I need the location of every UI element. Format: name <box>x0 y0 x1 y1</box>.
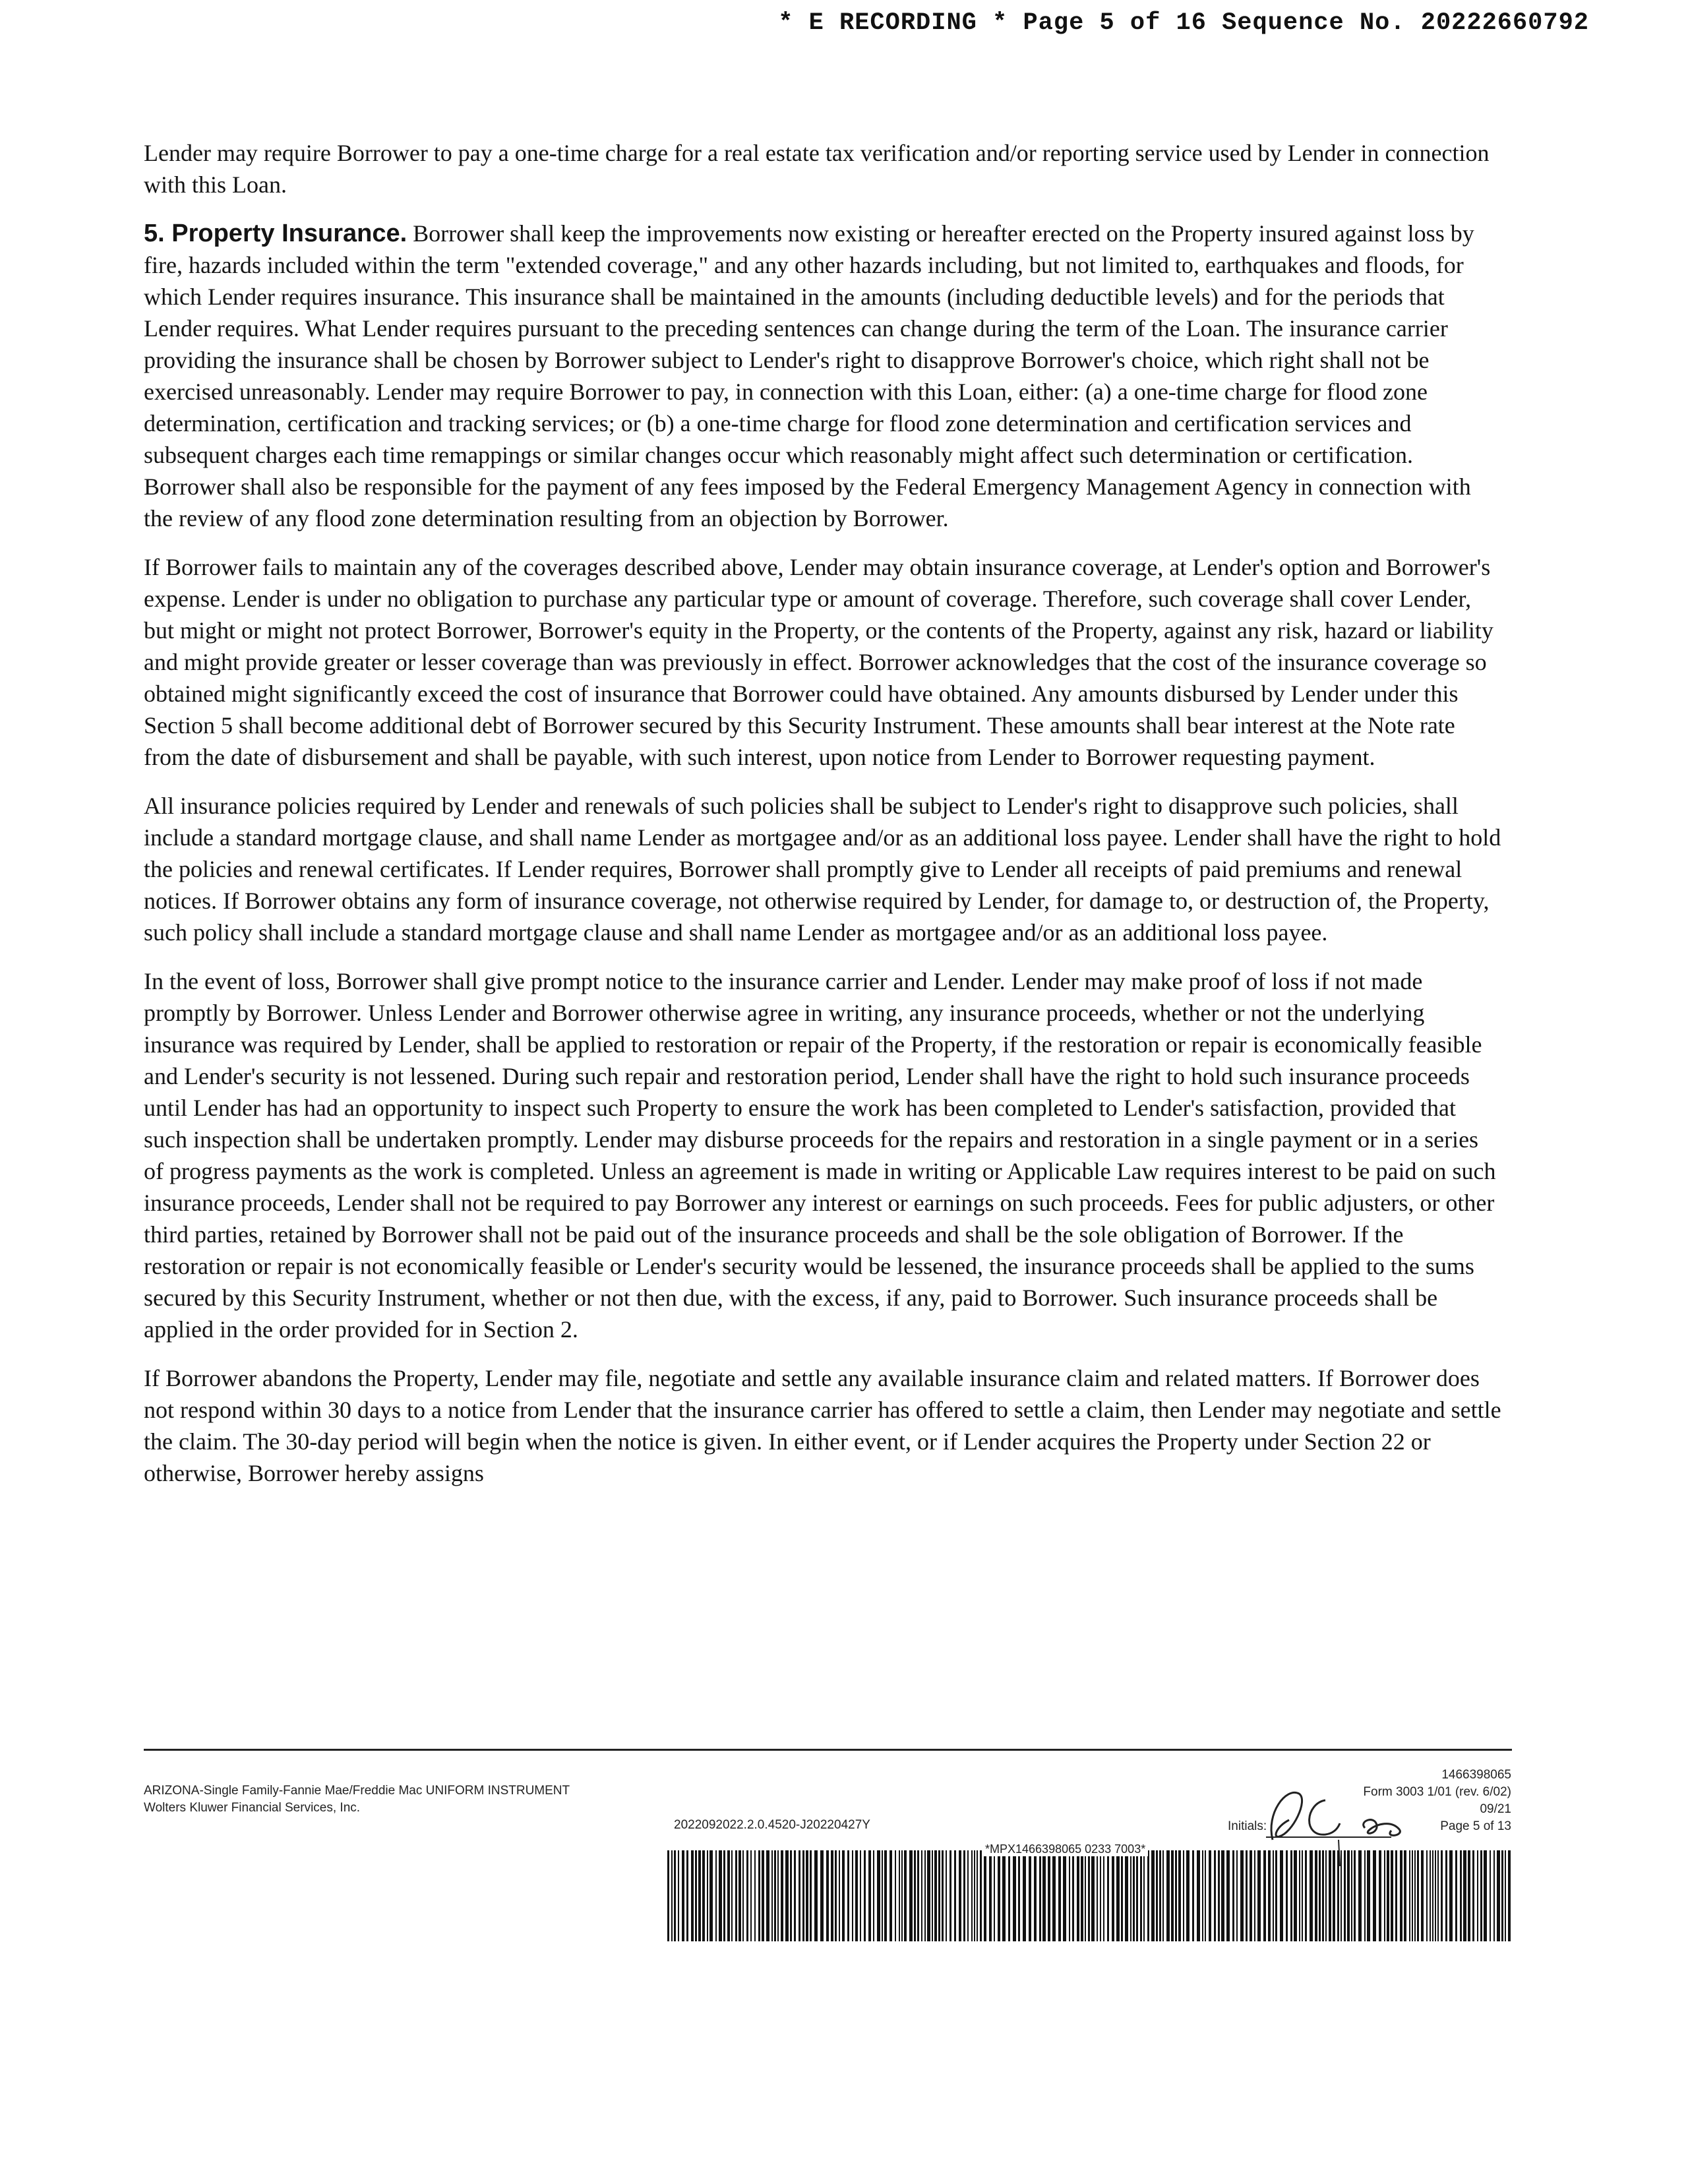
paragraph-coverage-failure: If Borrower fails to maintain any of the coverages described above, Lender may obtain insurance coverage, at Lender's option and Borrower's expense. Lender is under no obligation to purchase any particular type or amount of coverage. Therefore, such coverage shall cover Lender, but might or might not protect Borrower, Borrower's equity in the Property, or the contents of the Property, against any risk, hazard or liability and might provide greater or lesser coverage than was previously in effect. Borrower acknowledges that the cost of the insurance coverage so obtained might significantly exceed the cost of insurance that Borrower could have obtained. Any amounts disbursed by Lender under this Section 5 shall become additional debt of Borrower secured by this Security Instrument. These amounts shall bear interest at the Note rate from the date of disbursement and shall be payable, with such interest, upon notice from Lender to Borrower requesting payment. <box>144 554 1493 770</box>
footer-publisher: Wolters Kluwer Financial Services, Inc. <box>144 1801 361 1815</box>
recording-header: * E RECORDING * Page 5 of 16 Sequence No. 20222660792 <box>778 9 1589 37</box>
paragraph-tax-verification: Lender may require Borrower to pay a one-time charge for a real estate tax verification and/or reporting service used by Lender in connection with this Loan. <box>144 140 1490 198</box>
document-body <box>144 137 1502 1506</box>
section-5-paragraph <box>144 218 1502 534</box>
paragraph-policies: All insurance policies required by Lender and renewals of such policies shall be subject to Lender's right to disapprove such policies, shall include a standard mortgage clause, and shall name Lender as mortgagee and/or as an additional loss payee. Lender shall have the right to hold the policies and renewal certificates. If Lender requires, Borrower shall promptly give to Lender all receipts of paid premiums and renewal notices. If Borrower obtains any form of insurance coverage, not otherwise required by Lender, for damage to, or destruction of, the Property, such policy shall include a standard mortgage clause and shall name Lender as mortgagee and/or as an additional loss payee. <box>144 793 1501 946</box>
barcode-caption: *MPX1466398065 0233 7003* <box>982 1842 1148 1856</box>
footer-form-number: Form 3003 1/01 (rev. 6/02) <box>1363 1785 1511 1799</box>
paragraph-event-of-loss: In the event of loss, Borrower shall give prompt notice to the insurance carrier and Lender. Lender may make proof of loss if not made promptly by Borrower. Unless Lender and Borrower otherwise agree in writing, any insurance proceeds, whether or not the underlying insurance was required by Lender, shall be applied to restoration or repair of the Property, if the restoration or repair is economically feasible and Lender's security is not lessened. During such repair and restoration period, Lender shall have the right to hold such insurance proceeds until Lender has had an opportunity to inspect such Property to ensure the work has been completed to Lender's satisfaction, provided that such inspection shall be undertaken promptly. Lender may disburse proceeds for the repairs and restoration in a single payment or in a series of progress payments as the work is completed. Unless an agreement is made in writing or Applicable Law requires interest to be paid on such insurance proceeds, Lender shall not be required to pay Borrower any interest or earnings on such proceeds. Fees for public adjusters, or other third parties, retained by Borrower shall not be paid out of the insurance proceeds and shall be the sole obligation of Borrower. If the restoration or repair is not economically feasible or Lender's security would be lessened, the insurance proceeds shall be applied to the sums secured by this Security Instrument, whether or not then due, with the excess, if any, paid to Borrower. Such insurance proceeds shall be applied in the order provided for in Section 2. <box>144 968 1496 1343</box>
footer-loan-number: 1466398065 <box>1441 1768 1511 1782</box>
footer-initials-label: Initials: <box>1228 1819 1267 1833</box>
footer-divider <box>144 1749 1512 1751</box>
section-5-heading: 5. Property Insurance. <box>144 220 407 247</box>
section-5-text: Borrower shall keep the improvements now existing or hereafter erected on the Property insured against loss by fire, hazards included within the term "extended coverage," and any other hazards including, but not limited to, earthquakes and floods, for which Lender requires insurance. This insurance shall be maintained in the amounts (including deductible levels) and for the periods that Lender requires. What Lender requires pursuant to the preceding sentences can change during the term of the Loan. The insurance carrier providing the insurance shall be chosen by Borrower subject to Lender's right to disapprove Borrower's choice, which right shall not be exercised unreasonably. Lender may require Borrower to pay, in connection with this Loan, either: (a) a one-time charge for flood zone determination, certification and tracking services; or (b) a one-time charge for flood zone determination and certification services and subsequent charges each time remappings or similar changes occur which reasonably might affect such determination or certification. Borrower shall also be responsible for the payment of any fees imposed by the Federal Emergency Management Agency in connection with the review of any flood zone determination resulting from an objection by Borrower. <box>144 220 1474 531</box>
document-barcode <box>667 1850 1511 1941</box>
footer-page-label: Page 5 of 13 <box>1440 1819 1511 1833</box>
footer-doc-code: 2022092022.2.0.4520-J20220427Y <box>674 1818 870 1832</box>
footer-revision: 09/21 <box>1480 1802 1511 1816</box>
paragraph-abandonment: If Borrower abandons the Property, Lender may file, negotiate and settle any available insurance claim and related matters. If Borrower does not respond within 30 days to a notice from Lender that the insurance carrier has offered to settle a claim, then Lender may negotiate and settle the claim. The 30-day period will begin when the notice is given. In either event, or if Lender acquires the Property under Section 22 or otherwise, Borrower hereby assigns <box>144 1365 1501 1486</box>
footer-form-title: ARIZONA-Single Family-Fannie Mae/Freddie Mac UNIFORM INSTRUMENT <box>144 1784 570 1798</box>
